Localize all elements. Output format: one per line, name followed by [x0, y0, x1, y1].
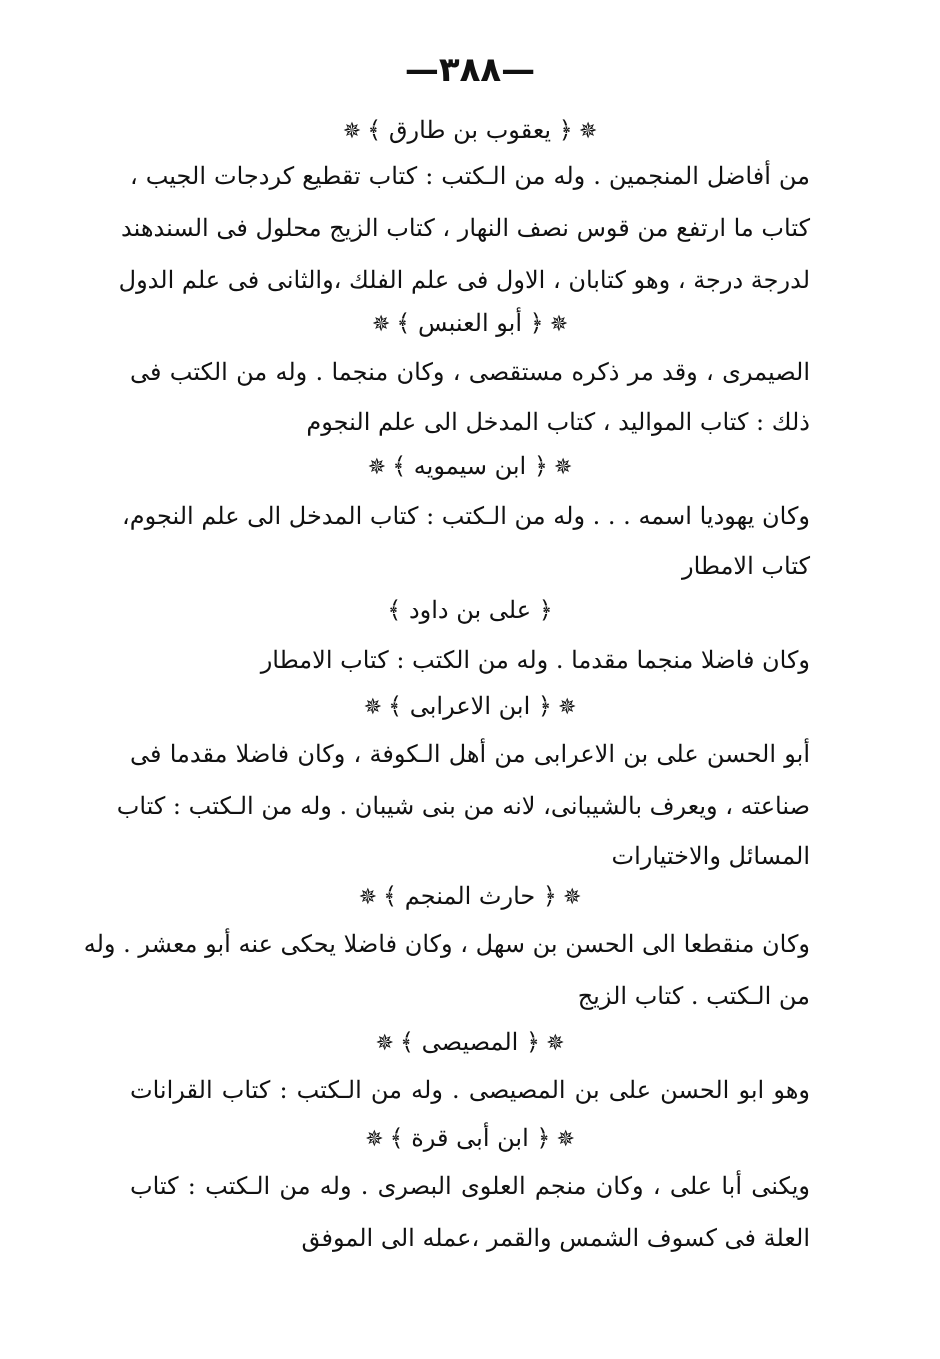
ornament-star-icon: ✵: [375, 1031, 394, 1056]
bracket-open: ﴿: [536, 1124, 551, 1152]
bracket-open: ﴿: [538, 596, 553, 624]
entry-heading: [0, 448, 940, 486]
bracket-close: ﴾: [389, 1124, 404, 1152]
bracket-close: ﴾: [387, 596, 402, 624]
bracket-close: ﴾: [392, 452, 407, 480]
heading-text: على بن داود: [408, 596, 532, 624]
text-line: وكان يهوديا اسمه . . . وله من الـكتب : كتاب المدخل الى علم النجوم،: [121, 502, 810, 530]
heading-text: ابن الاعرابى: [409, 692, 531, 720]
bracket-close: ﴾: [383, 882, 398, 910]
bracket-open: ﴿: [542, 882, 557, 910]
bracket-open: ﴿: [558, 116, 573, 144]
text-line: ويكنى أبا على ، وكان منجم العلوى البصرى . وله من الـكتب : كتاب: [130, 1172, 810, 1200]
entry-heading: [0, 688, 940, 726]
text-line: كتاب ما ارتفع من قوس نصف النهار ، كتاب الزيج محلول فى السندهند: [120, 214, 810, 242]
heading-text: يعقوب بن طارق: [388, 116, 552, 144]
text-line: كتاب الامطار: [681, 552, 810, 580]
ornament-star-icon: ✵: [342, 119, 362, 144]
entry-heading: [0, 1024, 940, 1062]
heading-text: المصيصى: [421, 1028, 519, 1056]
ornament-star-icon: ✵: [358, 885, 378, 910]
ornament-star-icon: ✵: [546, 1031, 565, 1056]
bracket-open: ﴿: [529, 309, 544, 337]
entry-heading: [0, 592, 940, 628]
ornament-star-icon: ✵: [367, 455, 387, 480]
text-line: وهو ابو الحسن على بن المصيصى . وله من الـكتب : كتاب القرانات: [130, 1076, 810, 1104]
ornament-star-icon: ✵: [363, 695, 383, 720]
entry-heading: [0, 878, 940, 916]
text-line: المسائل والاختيارات: [611, 842, 810, 870]
bracket-open: ﴿: [537, 692, 552, 720]
text-line: وكان منقطعا الى الحسن بن سهل ، وكان فاضلا يحكى عنه أبو معشر . وله: [83, 930, 810, 958]
ornament-star-icon: ✵: [549, 312, 569, 337]
text-line: العلة فى كسوف الشمس والقمر ،عمله الى الموفق: [301, 1224, 810, 1252]
heading-text: ابن أبى قرة: [411, 1124, 529, 1152]
ornament-star-icon: ✵: [556, 1127, 575, 1152]
bracket-open: ﴿: [533, 452, 548, 480]
bracket-open: ﴿: [526, 1028, 541, 1056]
text-line: الصيمرى ، وقد مر ذكره مستقصى ، وكان منجما . وله من الكتب فى: [130, 358, 810, 386]
entry-heading: [0, 305, 940, 343]
bracket-close: ﴾: [388, 692, 403, 720]
ornament-star-icon: ✵: [553, 455, 573, 480]
ornament-star-icon: ✵: [578, 119, 598, 144]
bracket-close: ﴾: [396, 309, 411, 337]
heading-text: حارث المنجم: [404, 882, 536, 910]
text-line: لدرجة درجة ، وهو كتابان ، الاول فى علم الفلك ،والثانى فى علم الدول: [118, 266, 810, 294]
ornament-star-icon: ✵: [557, 695, 577, 720]
bracket-close: ﴾: [399, 1028, 414, 1056]
text-line: ذلك : كتاب المواليد ، كتاب المدخل الى علم النجوم: [306, 408, 810, 436]
ornament-star-icon: ✵: [562, 885, 582, 910]
text-line: صناعته ، ويعرف بالشيبانى، لانه من بنى شيبان . وله من الـكتب : كتاب: [116, 792, 810, 820]
entry-heading: [0, 112, 940, 150]
heading-text: أبو العنبس: [417, 309, 522, 337]
text-line: أبو الحسن على بن الاعرابى من أهل الـكوفة ، وكان فاضلا مقدما فى: [130, 740, 810, 768]
ornament-star-icon: ✵: [371, 312, 391, 337]
text-line: وكان فاضلا منجما مقدما . وله من الكتب : كتاب الامطار: [260, 646, 810, 674]
ornament-star-icon: ✵: [365, 1127, 384, 1152]
text-line: من الـكتب . كتاب الزيج: [577, 982, 810, 1010]
heading-text: ابن سيمويه: [413, 452, 527, 480]
bracket-close: ﴾: [367, 116, 382, 144]
page-number: —٣٨٨—: [404, 50, 536, 90]
entry-heading: [0, 1120, 940, 1158]
text-line: من أفاضل المنجمين . وله من الـكتب : كتاب تقطيع كردجات الجيب ،: [130, 162, 810, 190]
